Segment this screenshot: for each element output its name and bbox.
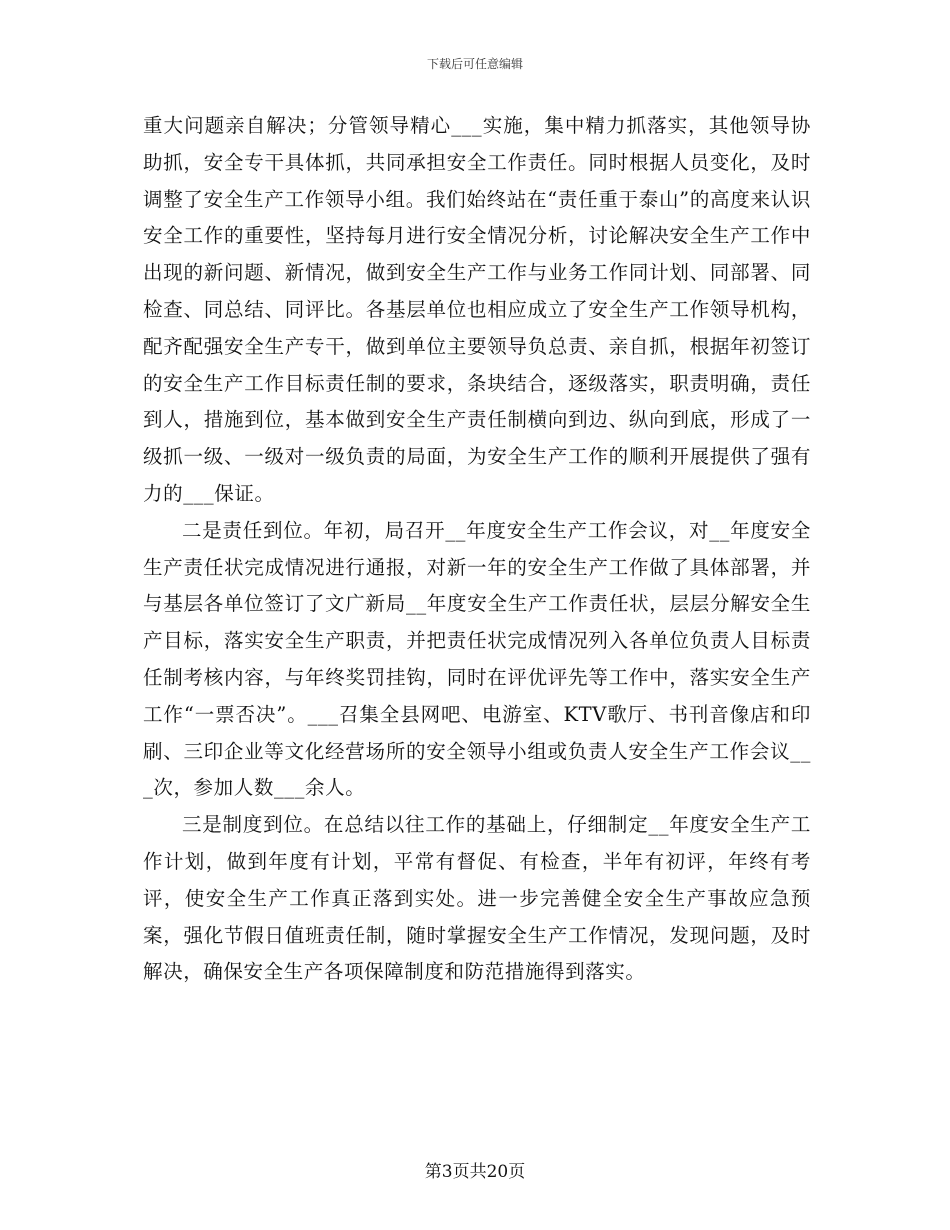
- document-body: [143, 108, 811, 991]
- paragraph-responsibility: 二是责任到位。年初，局召开__年度安全生产工作会议，对__年度安全生产责任状完成情况进行通报，对新一年的安全生产工作做了具体部署，并与基层各单位签订了文广新局__年度安全生产工作责任状，层层分解安全生产目标，落实安全生产职责，并把责任状完成情况列入各单位负责人目标责任制考核内容，与年终奖罚挂钩，同时在评优评先等工作中，落实安全生产工作“一票否决”。___召集全县网吧、电游室、KTV歌厅、书刊音像店和印刷、三印企业等文化经营场所的安全领导小组或负责人安全生产工作会议___次，参加人数___余人。: [143, 518, 811, 800]
- page-number-footer: 第3页共20页: [424, 1162, 526, 1182]
- paragraph-system: 三是制度到位。在总结以往工作的基础上，仔细制定__年度安全生产工作计划，做到年度有计划，平常有督促、有检查，半年有初评，年终有考评，使安全生产工作真正落到实处。进一步完善健全安全生产事故应急预案，强化节假日值班责任制，随时掌握安全生产工作情况，发现问题，及时解决，确保安全生产各项保障制度和防范措施得到落实。: [143, 813, 811, 984]
- paragraph-continuation: 重大问题亲自解决；分管领导精心___实施，集中精力抓落实，其他领导协助抓，安全专干具体抓，共同承担安全工作责任。同时根据人员变化，及时调整了安全生产工作领导小组。我们始终站在“责任重于泰山”的高度来认识安全工作的重要性，坚持每月进行安全情况分析，讨论解决安全生产工作中出现的新问题、新情况，做到安全生产工作与业务工作同计划、同部署、同检查、同总结、同评比。各基层单位也相应成立了安全生产工作领导机构，配齐配强安全生产专干，做到单位主要领导负总责、亲自抓，根据年初签订的安全生产工作目标责任制的要求，条块结合，逐级落实，职责明确，责任到人，措施到位，基本做到安全生产责任制横向到边、纵向到底，形成了一级抓一级、一级对一级负责的局面，为安全生产工作的顺利开展提供了强有力的___保证。: [143, 114, 811, 505]
- page-header: 下载后可任意编辑: [426, 57, 523, 71]
